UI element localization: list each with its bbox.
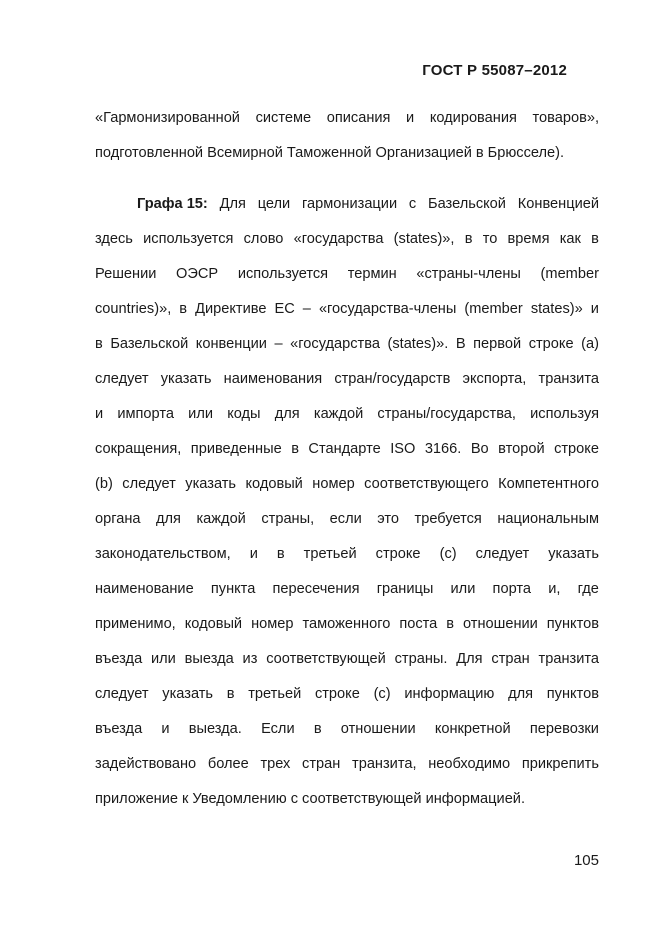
word: (c) bbox=[439, 546, 457, 562]
word: «страны-члены bbox=[416, 266, 521, 282]
text-line bbox=[95, 753, 599, 775]
word: информацией. bbox=[425, 791, 526, 807]
word: подготовленной bbox=[95, 145, 204, 161]
word: экспорта, bbox=[462, 371, 527, 387]
section-lead: Графа 15: bbox=[137, 196, 208, 212]
word: транзита bbox=[538, 651, 599, 667]
word: «Гармонизированной bbox=[95, 110, 240, 126]
word: термин bbox=[347, 266, 397, 282]
text-line bbox=[95, 438, 599, 460]
word: В bbox=[455, 336, 466, 352]
word: «государства bbox=[290, 336, 380, 352]
word: транзита, bbox=[352, 756, 417, 772]
text-line bbox=[95, 263, 599, 285]
word: countries)», bbox=[95, 301, 172, 317]
word: для bbox=[508, 686, 534, 702]
word: стран bbox=[302, 756, 341, 772]
text-line bbox=[95, 298, 599, 320]
word: номер bbox=[312, 476, 355, 492]
word: используя bbox=[530, 406, 599, 422]
word: и, bbox=[548, 581, 561, 597]
word: Брюсселе). bbox=[487, 145, 565, 161]
word: конкретной bbox=[434, 721, 511, 737]
word: где bbox=[577, 581, 599, 597]
word: в bbox=[313, 721, 322, 737]
word: соответствующей bbox=[266, 651, 386, 667]
word: используется bbox=[237, 266, 329, 282]
word: приложение bbox=[95, 791, 179, 807]
word: и bbox=[161, 721, 170, 737]
word: и bbox=[95, 406, 104, 422]
word: пункта bbox=[210, 581, 256, 597]
word: «государства-члены bbox=[318, 301, 457, 317]
word: пунктов bbox=[546, 686, 599, 702]
word: пересечения bbox=[272, 581, 360, 597]
word: въезда bbox=[95, 651, 143, 667]
word: транзита bbox=[538, 371, 599, 387]
word: строке bbox=[314, 686, 360, 702]
word: и bbox=[590, 301, 599, 317]
word: отношении bbox=[340, 721, 416, 737]
word: информацию bbox=[404, 686, 495, 702]
word: приведенные bbox=[190, 441, 282, 457]
word: соответствующего bbox=[364, 476, 489, 492]
word: органа bbox=[95, 511, 141, 527]
word: таможенного bbox=[302, 616, 391, 632]
word: национальным bbox=[497, 511, 599, 527]
word: указать bbox=[160, 371, 212, 387]
word: Стандарте bbox=[308, 441, 381, 457]
word: (a) bbox=[581, 336, 599, 352]
word: страны, bbox=[261, 511, 315, 527]
text-line bbox=[95, 683, 599, 705]
text-line bbox=[95, 578, 599, 600]
word: задействовано bbox=[95, 756, 197, 772]
text-line bbox=[95, 648, 599, 670]
text-line bbox=[95, 788, 599, 810]
word: слово bbox=[243, 231, 284, 247]
word: Если bbox=[261, 721, 295, 737]
word: следует bbox=[122, 476, 176, 492]
word: для bbox=[274, 406, 300, 422]
word: ЕС bbox=[274, 301, 295, 317]
word: цели bbox=[257, 196, 291, 212]
word: Базельской bbox=[428, 196, 506, 212]
word: указать bbox=[162, 686, 214, 702]
word: Компетентного bbox=[498, 476, 599, 492]
word: в bbox=[276, 546, 285, 562]
text-line bbox=[137, 193, 599, 215]
word: указать bbox=[548, 546, 599, 562]
word: второй bbox=[498, 441, 545, 457]
word: порта bbox=[492, 581, 531, 597]
text-line bbox=[95, 508, 599, 530]
word: страны/государства, bbox=[377, 406, 516, 422]
word: из bbox=[242, 651, 258, 667]
word: Уведомлению bbox=[192, 791, 287, 807]
word: товаров», bbox=[532, 110, 599, 126]
text-line bbox=[95, 228, 599, 250]
word: Во bbox=[470, 441, 489, 457]
word: (b) bbox=[95, 476, 113, 492]
text-line bbox=[95, 333, 599, 355]
word: каждой bbox=[313, 406, 364, 422]
word: и bbox=[249, 546, 258, 562]
word: границы bbox=[376, 581, 434, 597]
word: в bbox=[591, 231, 599, 247]
word: страны. bbox=[394, 651, 448, 667]
word: импорта bbox=[117, 406, 174, 422]
word: отношении bbox=[462, 616, 538, 632]
word: Базельской bbox=[110, 336, 189, 352]
word: сокращения, bbox=[95, 441, 182, 457]
word: Организацией bbox=[375, 145, 472, 161]
word: стран bbox=[491, 651, 530, 667]
word: как bbox=[559, 231, 581, 247]
word: для bbox=[156, 511, 181, 527]
word: третьей bbox=[248, 686, 302, 702]
word: Всемирной bbox=[207, 145, 283, 161]
word: время bbox=[507, 231, 550, 247]
word: соответствующей bbox=[302, 791, 422, 807]
text-line bbox=[95, 107, 599, 129]
word: гармонизации bbox=[302, 196, 398, 212]
word: поста bbox=[399, 616, 438, 632]
word: прикрепить bbox=[521, 756, 599, 772]
word: наименования bbox=[223, 371, 323, 387]
text-line bbox=[95, 403, 599, 425]
word: Для bbox=[456, 651, 483, 667]
word: «государства bbox=[293, 231, 384, 247]
word: и bbox=[406, 110, 415, 126]
word: кодовый bbox=[245, 476, 303, 492]
word: (member bbox=[540, 266, 599, 282]
word: states)» bbox=[530, 301, 583, 317]
word: Таможенной bbox=[286, 145, 372, 161]
word: используется bbox=[143, 231, 234, 247]
word: каждой bbox=[196, 511, 246, 527]
word: Конвенцией bbox=[517, 196, 599, 212]
word: строке bbox=[554, 441, 599, 457]
text-line bbox=[95, 142, 599, 164]
word: кодирования bbox=[429, 110, 517, 126]
word: трех bbox=[260, 756, 291, 772]
word: с bbox=[290, 791, 298, 807]
word: здесь bbox=[95, 231, 133, 247]
word: требуется bbox=[414, 511, 482, 527]
word: если bbox=[329, 511, 362, 527]
word: выезда bbox=[184, 651, 234, 667]
word: следует bbox=[475, 546, 530, 562]
text-line bbox=[95, 613, 599, 635]
text-line bbox=[95, 473, 599, 495]
word: следует bbox=[95, 686, 149, 702]
word: в bbox=[464, 231, 473, 247]
word: (c) bbox=[373, 686, 391, 702]
word: (member bbox=[464, 301, 523, 317]
word: ISO bbox=[390, 441, 416, 457]
word: перевозки bbox=[529, 721, 599, 737]
text-line bbox=[95, 543, 599, 565]
word: в bbox=[291, 441, 299, 457]
word: Решении bbox=[95, 266, 157, 282]
word: номер bbox=[251, 616, 294, 632]
word: Директиве bbox=[195, 301, 267, 317]
word: то bbox=[482, 231, 498, 247]
word: в bbox=[179, 301, 188, 317]
text-line bbox=[95, 718, 599, 740]
word: – bbox=[274, 336, 283, 352]
word: наименование bbox=[95, 581, 194, 597]
word: третьей bbox=[303, 546, 357, 562]
word: описания bbox=[326, 110, 391, 126]
word: указать bbox=[185, 476, 237, 492]
word: стран/государств bbox=[334, 371, 451, 387]
word: системе bbox=[255, 110, 312, 126]
word: первой bbox=[473, 336, 522, 352]
word: (states)», bbox=[393, 231, 455, 247]
word: следует bbox=[95, 371, 149, 387]
text-line bbox=[95, 368, 599, 390]
word: въезда bbox=[95, 721, 143, 737]
word: выезда. bbox=[188, 721, 242, 737]
word: Для bbox=[219, 196, 246, 212]
word: к bbox=[182, 791, 189, 807]
word: необходимо bbox=[428, 756, 511, 772]
word: законодательством, bbox=[95, 546, 231, 562]
word: более bbox=[207, 756, 249, 772]
word: в bbox=[446, 616, 454, 632]
word: это bbox=[377, 511, 400, 527]
standard-code: ГОСТ Р 55087–2012 bbox=[422, 62, 567, 79]
word: ОЭСР bbox=[176, 266, 219, 282]
word: строке bbox=[375, 546, 421, 562]
word: или bbox=[151, 651, 176, 667]
word: пунктов bbox=[546, 616, 599, 632]
word: в bbox=[95, 336, 103, 352]
page-number: 105 bbox=[573, 852, 599, 869]
word: конвенции bbox=[195, 336, 267, 352]
word: применимо, bbox=[95, 616, 176, 632]
word: или bbox=[188, 406, 213, 422]
word: в bbox=[226, 686, 235, 702]
word: (states)». bbox=[387, 336, 449, 352]
word: кодовый bbox=[184, 616, 243, 632]
word: 3166. bbox=[424, 441, 462, 457]
word: коды bbox=[227, 406, 261, 422]
word: или bbox=[450, 581, 476, 597]
word: в bbox=[475, 145, 484, 161]
word: с bbox=[408, 196, 417, 212]
word: – bbox=[302, 301, 311, 317]
word: строке bbox=[528, 336, 574, 352]
